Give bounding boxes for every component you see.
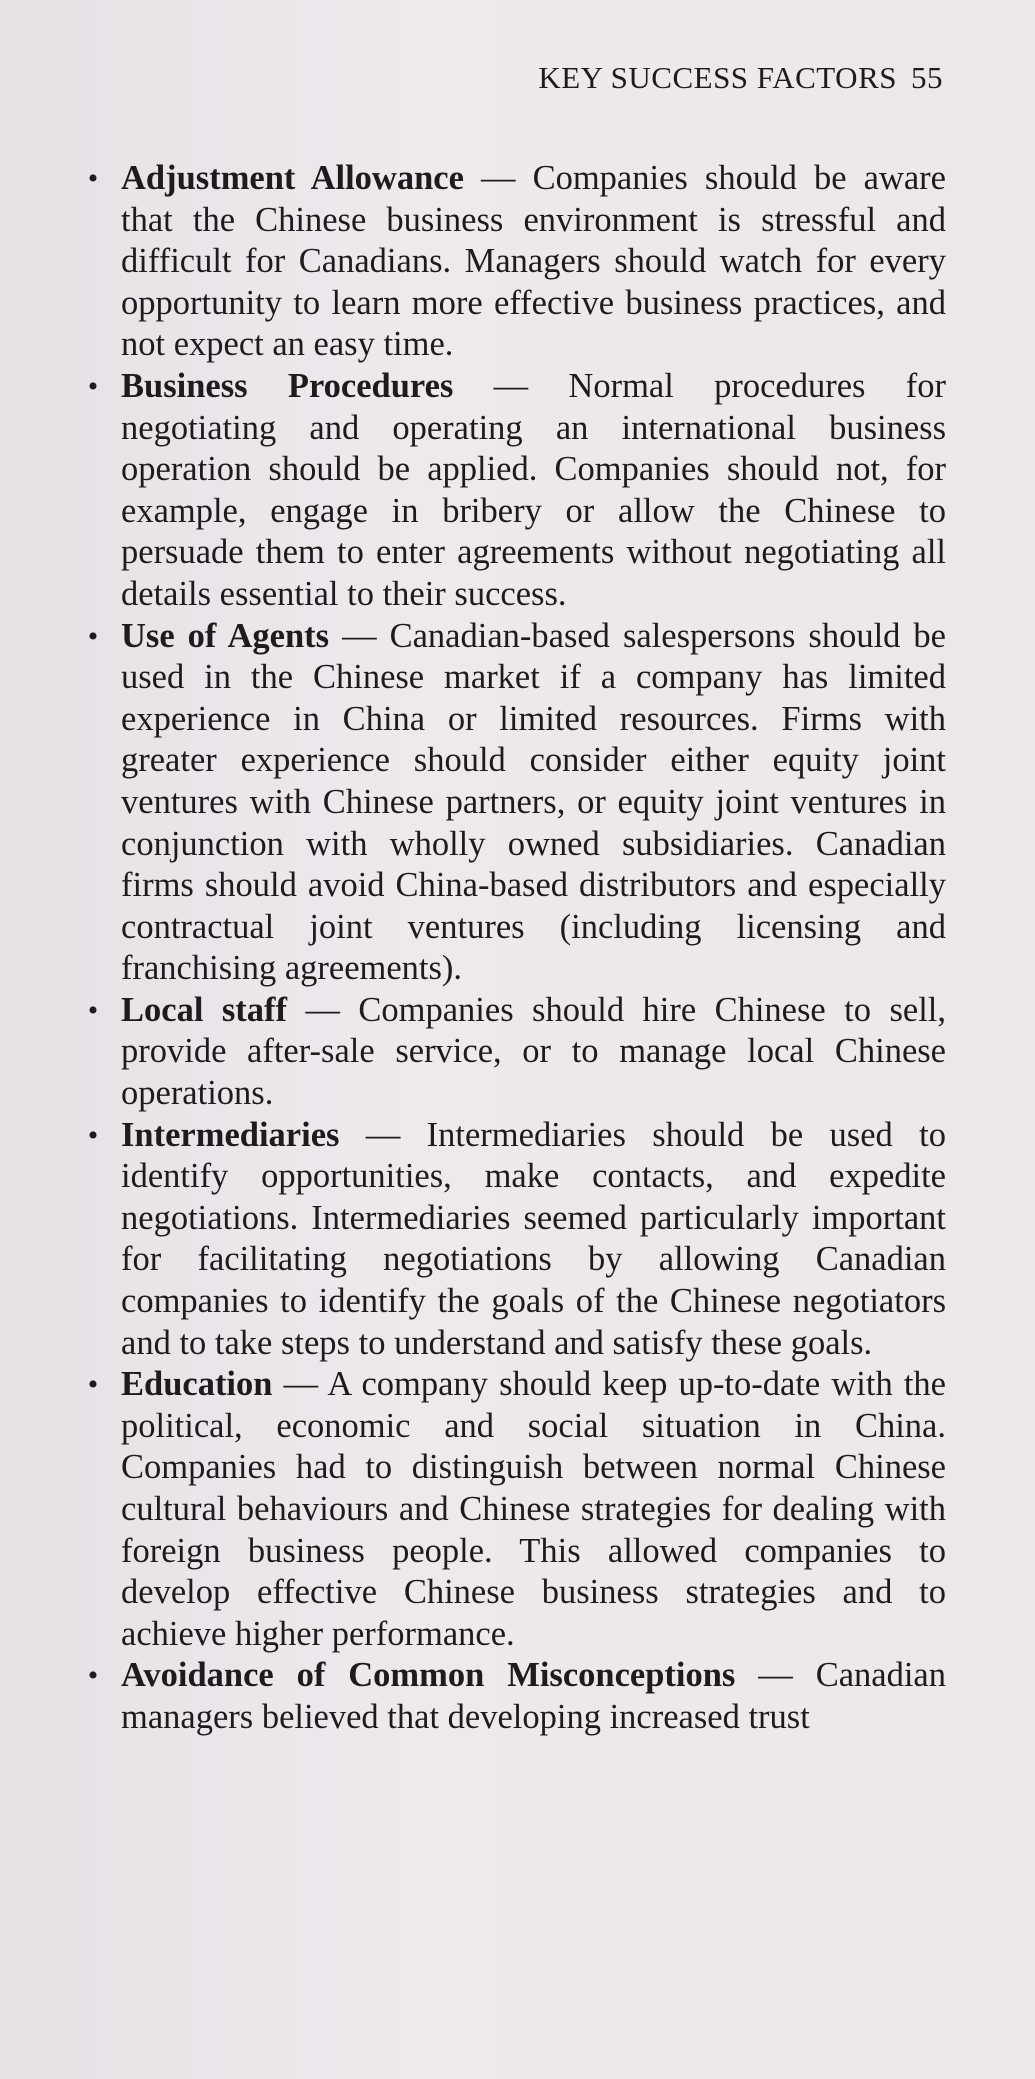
bullet-icon: •	[87, 1659, 99, 1693]
list-item	[78, 1655, 946, 1738]
item-text: — Normal procedures for negotiating and operating an international business operation should be applied. Companies should not, for example, engage in bribery or allow the Chinese to persuade them to enter agreements without negotiating all details essential to their success.	[121, 366, 946, 613]
bullet-icon: •	[87, 619, 99, 653]
list-item	[78, 616, 946, 990]
item-term: Intermediaries	[121, 1115, 340, 1154]
item-text: — Canadian managers believed that developing increased trust	[121, 1656, 946, 1736]
item-text: — A company should keep up-to-date with the political, economic and social situation in China. Companies had to distinguish between normal Chinese cultural behaviours and Chinese strategies for dealing with foreign business people. This allowed companies to develop effective Chinese business strategies and to achieve higher performance.	[121, 1365, 946, 1653]
item-text: — Companies should be aware that the Chinese business environment is stressful and difficult for Canadians. Managers should watch for every opportunity to learn more effective business practices, and not expect an easy time.	[121, 159, 946, 364]
bullet-icon: •	[87, 162, 99, 195]
item-text: — Intermediaries should be used to identify opportunities, make contacts, and expedite negotiations. Intermediaries seemed particularly important for facilitating negotiations by allowing Canadian companies to identify the goals of the Chinese negotiators and to take steps to understand and satisfy these goals.	[121, 1115, 946, 1362]
item-term: Business Procedures	[121, 366, 454, 405]
item-term: Adjustment Allowance	[121, 159, 464, 197]
bullet-icon: •	[87, 1118, 99, 1152]
bullet-icon: •	[87, 1368, 99, 1402]
item-term: Avoidance of Common Misconceptions	[121, 1656, 736, 1695]
list-item	[78, 990, 946, 1115]
list-item	[78, 158, 946, 366]
item-term: Use of Agents	[121, 616, 330, 655]
running-head	[538, 60, 943, 96]
item-text: — Companies should hire Chinese to sell, provide after-sale service, or to manage local Chinese operations.	[121, 990, 946, 1113]
bullet-icon: •	[87, 369, 99, 403]
list-item	[78, 366, 946, 616]
list-item	[78, 1115, 946, 1365]
list-item	[78, 1364, 946, 1655]
item-term: Education	[121, 1365, 273, 1404]
item-text: — Canadian-based salespersons should be used in the Chinese market if a company has limited experience in China or limited resources. Firms with greater experience should consider either equity joint ventures with Chinese partners, or equity joint ventures in conjunction with wholly owned subsidiaries. Canadian firms should avoid China-based distributors and especially contractual joint ventures (including licensing and franchising agreements).	[121, 616, 946, 988]
success-factor-list	[78, 158, 946, 1739]
bullet-icon: •	[87, 993, 99, 1027]
page-number: 55	[911, 60, 943, 95]
item-term: Local staff	[121, 990, 287, 1029]
running-title: KEY SUCCESS FACTORS	[538, 60, 897, 95]
